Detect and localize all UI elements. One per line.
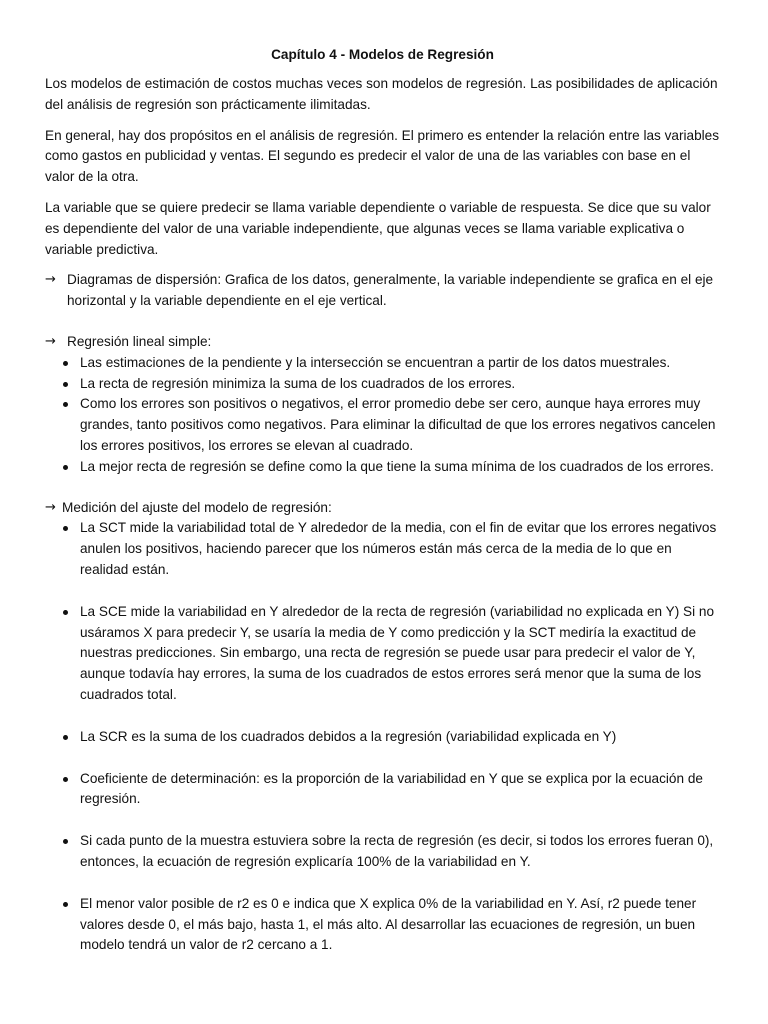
list-item: La SCR es la suma de los cuadrados debidos a la regresión (variabilidad explicada en Y)	[45, 727, 720, 748]
fit-measurement-heading	[45, 498, 720, 519]
arrow-right-icon: →	[45, 499, 56, 515]
list-item: La mejor recta de regresión se define como la que tiene la suma mínima de los cuadrados de los errores.	[45, 457, 720, 478]
paragraph-variables: La variable que se quiere predecir se llama variable dependiente o variable de respuesta. Se dice que su valor es dependiente del valor de una variable independiente, que algunas veces se llama variable explicativa o variable predictiva.	[45, 199, 711, 257]
list-item: El menor valor posible de r2 es 0 e indica que X explica 0% de la variabilidad en Y. Así, r2 puede tener valores desde 0, el más bajo, hasta 1, el más alto. Al desarrollar las ecuaciones de regresión, un buen modelo tendrá un valor de r2 cercano a 1.	[45, 894, 720, 956]
list-item: La SCE mide la variabilidad en Y alrededor de la recta de regresión (variabilidad no explicada en Y) Si no usáramos X para predecir Y, se usaría la media de Y como predicción y la SCT mediría la exactitud de nuestras predicciones. Sin embargo, una recta de regresión se puede usar para predecir el valor de Y, aunque todavía hay errores, la suma de los cuadrados de estos errores será menor que la suma de los cuadrados total.	[45, 602, 720, 706]
list-item: Si cada punto de la muestra estuviera sobre la recta de regresión (es decir, si todos los errores fueran 0), entonces, la ecuación de regresión explicaría 100% de la variabilidad en Y.	[45, 831, 720, 873]
list-item: La recta de regresión minimiza la suma de los cuadrados de los errores.	[45, 374, 720, 395]
list-item: Como los errores son positivos o negativos, el error promedio debe ser cero, aunque haya errores muy grandes, tanto positivos como negativos. Para eliminar la dificultad de que los errores negativos cancelen los errores positivos, los errores se elevan al cuadrado.	[45, 394, 720, 456]
arrow-right-icon: →	[45, 272, 56, 288]
arrow-right-icon: →	[45, 333, 56, 349]
simple-regression-heading	[45, 332, 720, 353]
list-item: Coeficiente de determinación: es la proporción de la variabilidad en Y que se explica por la ecuación de regresión.	[45, 769, 720, 811]
fit-measurement-list	[45, 518, 720, 956]
paragraph-intro: Los modelos de estimación de costos muchas veces son modelos de regresión. Las posibilidades de aplicación del análisis de regresión son prácticamente ilimitadas.	[45, 76, 718, 112]
list-item: La SCT mide la variabilidad total de Y alrededor de la media, con el fin de evitar que los errores negativos anulen los positivos, haciendo parecer que los números están más cerca de la media de lo que en realidad están.	[45, 518, 720, 580]
scatter-diagram-item	[45, 270, 720, 312]
simple-regression-heading-text: Regresión lineal simple:	[67, 333, 212, 349]
fit-measurement-heading-text: Medición del ajuste del modelo de regresión:	[62, 499, 332, 515]
simple-regression-list	[45, 353, 720, 478]
scatter-diagram-text: Diagramas de dispersión: Grafica de los datos, generalmente, la variable independiente se grafica en el eje horizontal y la variable dependiente en el eje vertical.	[67, 272, 714, 309]
list-item: Las estimaciones de la pendiente y la intersección se encuentran a partir de los datos muestrales.	[45, 353, 720, 374]
paragraph-purposes: En general, hay dos propósitos en el análisis de regresión. El primero es entender la relación entre las variables como gastos en publicidad y ventas. El segundo es predecir el valor de una de las variables con base en el valor de la otra.	[45, 127, 720, 185]
page-title: Capítulo 4 - Modelos de Regresión	[271, 47, 494, 62]
